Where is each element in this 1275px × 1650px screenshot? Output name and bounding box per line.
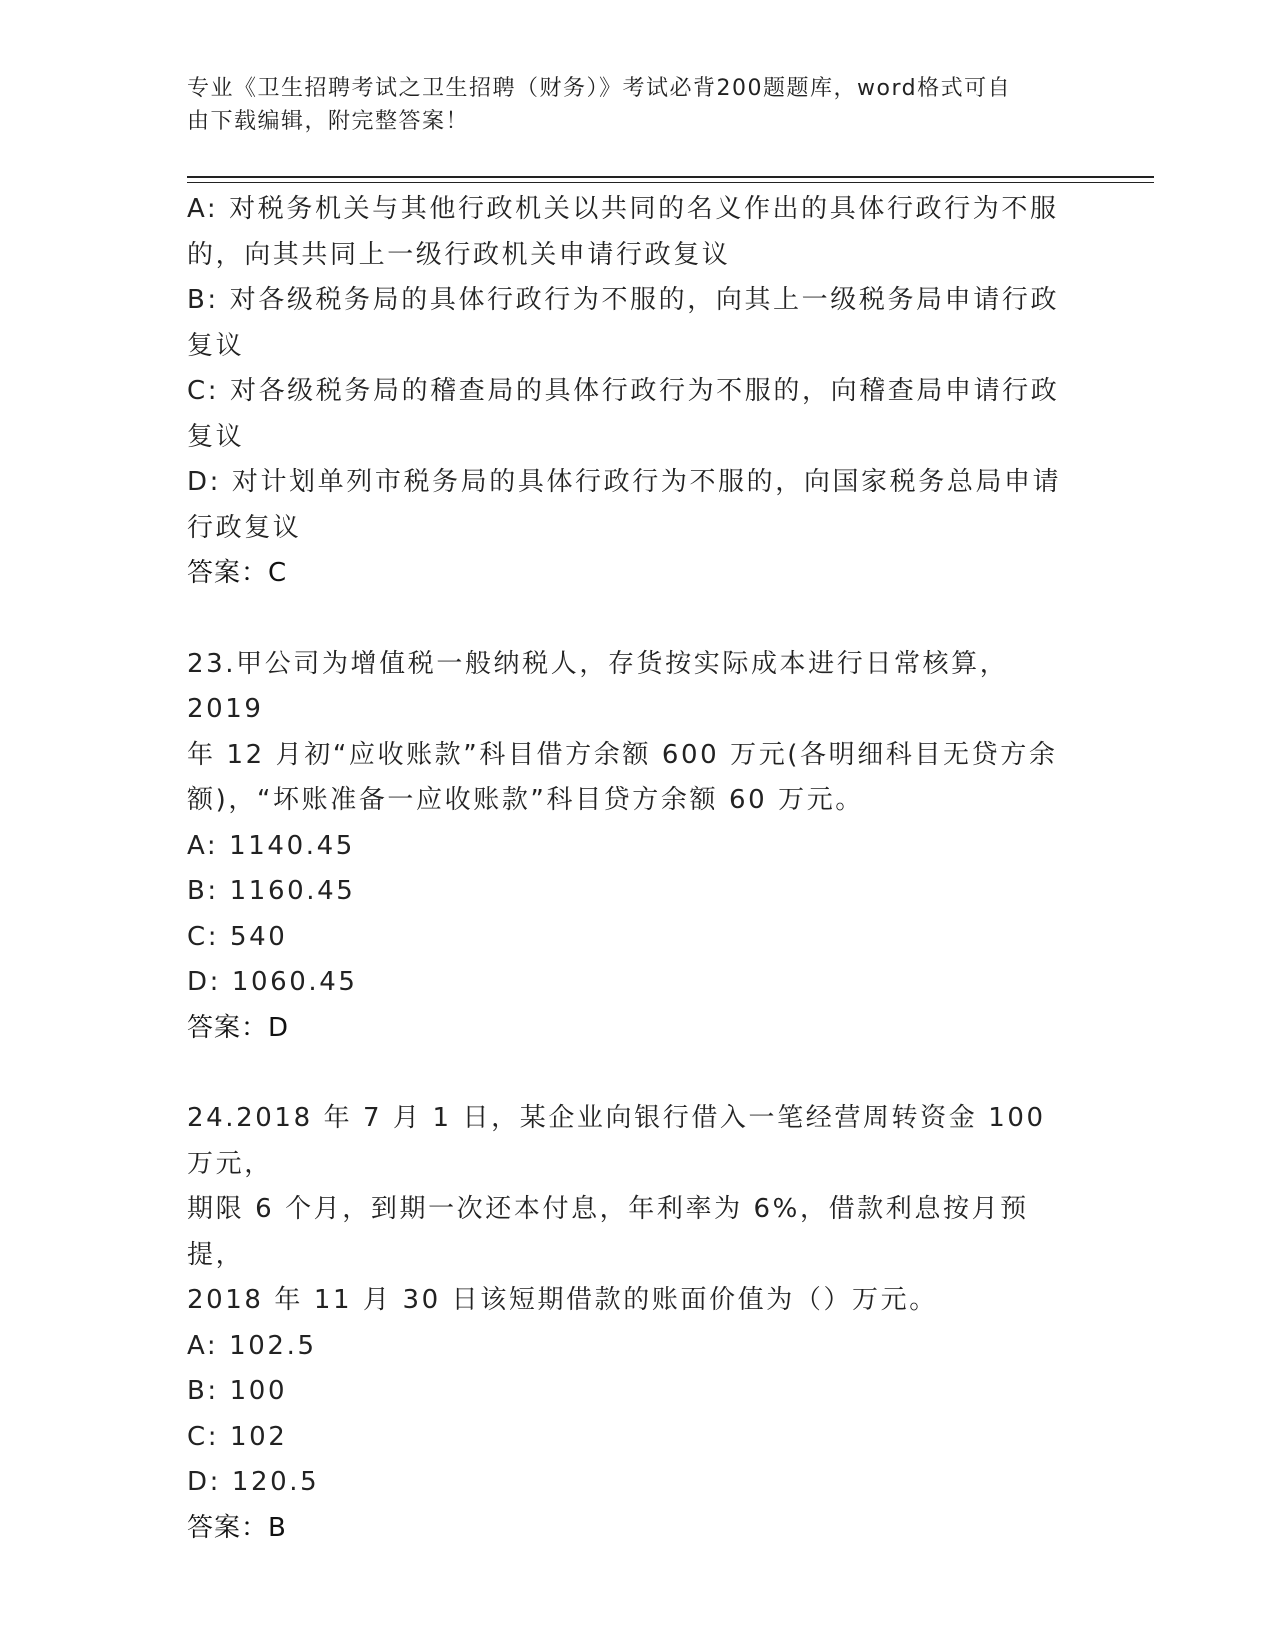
header-rule-thick (187, 176, 1154, 178)
option-b-line-2: 复议 (187, 330, 245, 361)
question-22 (187, 187, 1077, 597)
question-stem-line-2: 期限 6 个月，到期一次还本付息，年利率为 6%，借款利息按月预提， (187, 1194, 1029, 1270)
question-stem-line-3: 额)，“坏账准备一应收账款”科目贷方余额 60 万元。 (187, 785, 864, 815)
option-d-line-2: 行政复议 (187, 512, 302, 543)
option-b: B: 100 (187, 1376, 288, 1406)
option-a-line-2: 的，向其共同上一级行政机关申请行政复议 (187, 239, 731, 270)
question-stem-line-1: 23.甲公司为增值税一般纳税人，存货按实际成本进行日常核算，2019 (187, 648, 1009, 724)
option-c-line-2: 复议 (187, 421, 245, 452)
option-a-line-1: A: 对税务机关与其他行政机关以共同的名义作出的具体行政行为不服 (187, 194, 1059, 224)
answer-line: 答案：B (187, 1512, 287, 1543)
document-body (187, 187, 1077, 1551)
option-c-line-1: C: 对各级税务局的稽查局的具体行政行为不服的，向稽查局申请行政 (187, 376, 1060, 406)
answer-line: 答案：D (187, 1012, 290, 1043)
option-c: C: 540 (187, 921, 288, 952)
question-stem-line-2: 年 12 月初“应收账款”科目借方余额 600 万元(各明细科目无贷方余 (187, 739, 1058, 770)
option-a: A: 1140.45 (187, 830, 355, 861)
option-d: D: 1060.45 (187, 967, 358, 997)
header-rule-thin (187, 182, 1154, 183)
header-line-1: 专业《卫生招聘考试之卫生招聘（财务）》考试必背200题题库，word格式可自 (187, 76, 1012, 101)
option-b-line-1: B: 对各级税务局的具体行政行为不服的，向其上一级税务局申请行政 (187, 285, 1060, 315)
question-stem-line-1: 24.2018 年 7 月 1 日，某企业向银行借入一笔经营周转资金 100 万元， (187, 1103, 1046, 1179)
question-24 (187, 1096, 1077, 1551)
option-d: D: 120.5 (187, 1467, 320, 1497)
option-b: B: 1160.45 (187, 876, 356, 906)
answer-line: 答案：C (187, 558, 288, 588)
question-stem-line-3: 2018 年 11 月 30 日该短期借款的账面价值为（）万元。 (187, 1285, 938, 1315)
option-a: A: 102.5 (187, 1330, 317, 1361)
spacer (187, 597, 1077, 642)
document-header (187, 72, 1067, 138)
spacer (187, 1051, 1077, 1096)
header-line-2: 由下载编辑，附完整答案！ (187, 109, 470, 134)
option-d-line-1: D: 对计划单列市税务局的具体行政行为不服的，向国家税务总局申请 (187, 467, 1062, 497)
option-c: C: 102 (187, 1421, 288, 1452)
question-23 (187, 642, 1077, 1052)
